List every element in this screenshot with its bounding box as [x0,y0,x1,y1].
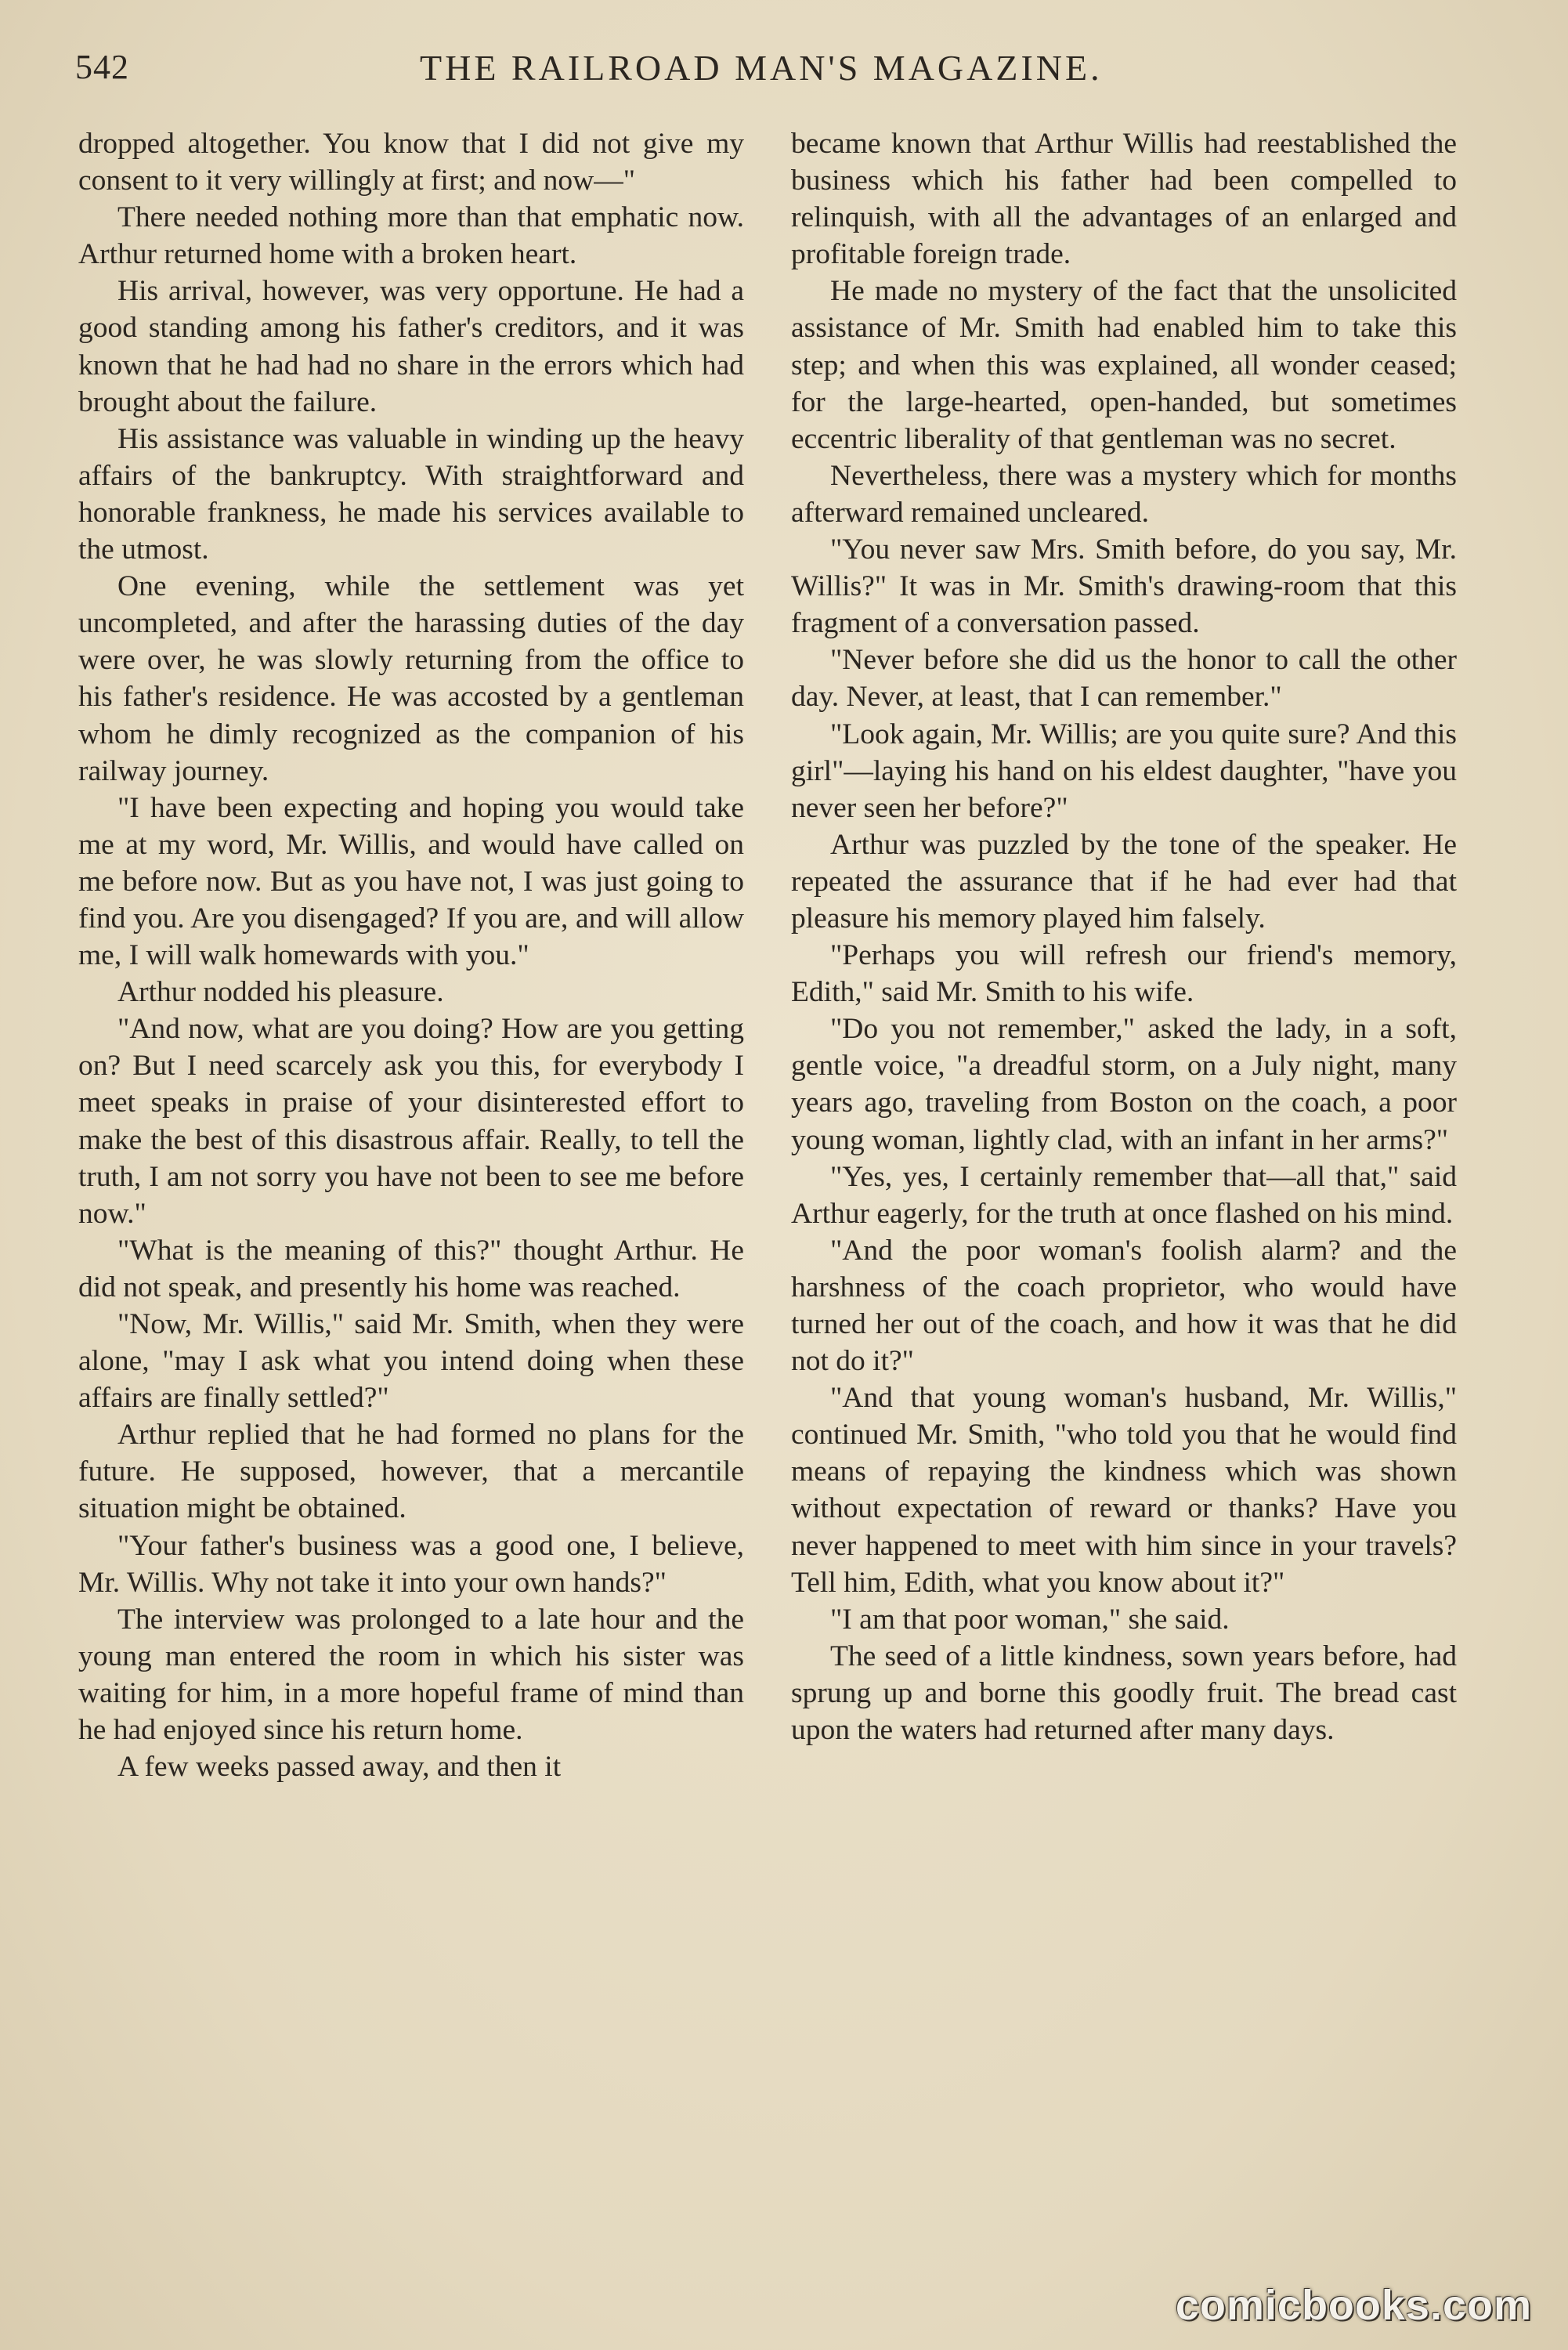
paragraph: "Do you not remember," asked the lady, in a soft, gentle voice, "a dreadful storm, on a July night, many years ago, traveling from Boston on the coach, a poor young woman, lightly clad, with an infant in her arms?" [791,1013,1457,1156]
paragraph: "Look again, Mr. Willis; are you quite sure? And this girl"—laying his hand on his eldest daughter, "have you never seen her before?" [791,718,1457,824]
paragraph: dropped altogether. You know that I did not give my consent to it very willingly at first; and now—" [78,128,744,197]
paragraph: The seed of a little kindness, sown years before, had sprung up and borne this goodly fruit. The bread cast upon the waters had returned after many days. [791,1640,1457,1747]
paragraph: "Your father's business was a good one, I believe, Mr. Willis. Why not take it into your own hands?" [78,1529,744,1599]
paragraph: "I am that poor woman," she said. [830,1603,1230,1636]
left-column [78,125,744,1785]
paragraph: "Never before she did us the honor to call the other day. Never, at least, that I can remember." [791,644,1457,714]
paragraph: Arthur nodded his pleasure. [117,976,444,1009]
paragraph: Nevertheless, there was a mystery which for months afterward remained uncleared. [791,459,1457,529]
running-title: THE RAILROAD MAN'S MAGAZINE. [420,48,1103,88]
paragraph: There needed nothing more than that emphatic now. Arthur returned home with a broken heart. [78,201,744,271]
paragraph: "You never saw Mrs. Smith before, do you say, Mr. Willis?" It was in Mr. Smith's drawing-room that this fragment of a conversation passed. [791,533,1457,640]
paragraph: One evening, while the settlement was yet uncompleted, and after the harassing duties of the day were over, he was slowly returning from the office to his father's residence. He was accosted by a gentleman whom he dimly recognized as the companion of his railway journey. [78,570,744,787]
paragraph: "Perhaps you will refresh our friend's memory, Edith," said Mr. Smith to his wife. [791,939,1457,1009]
paragraph: "Now, Mr. Willis," said Mr. Smith, when they were alone, "may I ask what you intend doing when these affairs are finally settled?" [78,1308,744,1415]
paragraph: became known that Arthur Willis had reestablished the business which his father had been compelled to relinquish, with all the advantages of an enlarged and profitable foreign trade. [791,128,1457,271]
paragraph: "What is the meaning of this?" thought Arthur. He did not speak, and presently his home was reached. [78,1234,744,1303]
paragraph: "And the poor woman's foolish alarm? and the harshness of the coach proprietor, who would have turned her out of the coach, and how it was that he did not do it?" [791,1234,1457,1378]
paragraph: Arthur was puzzled by the tone of the speaker. He repeated the assurance that if he had ever had that pleasure his memory played him falsely. [791,828,1457,935]
paragraph: "And that young woman's husband, Mr. Willis," continued Mr. Smith, "who told you that he would find means of repaying the kindness which was shown without expectation of reward or thanks? Have you never happened to meet with him since in your travels? Tell him, Edith, what you know about it?" [791,1382,1457,1599]
paragraph: His assistance was valuable in winding up the heavy affairs of the bankruptcy. With straightforward and honorable frankness, he made his services available to the utmost. [78,422,744,566]
right-column [791,125,1457,1748]
paragraph: A few weeks passed away, and then it [117,1751,562,1784]
watermark-logo: comicbooks.com [1175,2282,1532,2329]
paragraph: The interview was prolonged to a late hour and the young man entered the room in which his sister was waiting for him, in a more hopeful frame of mind than he had enjoyed since his return home. [78,1603,744,1747]
page-number: 542 [75,48,129,86]
paragraph: Arthur replied that he had formed no plans for the future. He supposed, however, that a mercantile situation might be obtained. [78,1419,744,1525]
paragraph: "Yes, yes, I certainly remember that—all that," said Arthur eagerly, for the truth at once flashed on his mind. [791,1160,1457,1230]
page-header [75,47,1469,94]
paragraph: "And now, what are you doing? How are you getting on? But I need scarcely ask you this, for everybody I meet speaks in praise of your disinterested effort to make the best of this disastrous affair. Really, to tell the truth, I am not sorry you have not been to see me before now." [78,1013,744,1230]
paragraph: He made no mystery of the fact that the unsolicited assistance of Mr. Smith had enabled him to take this step; and when this was explained, all wonder ceased; for the large-hearted, open-handed, but sometimes eccentric liberality of that gentleman was no secret. [791,275,1457,455]
paragraph: His arrival, however, was very opportune. He had a good standing among his father's creditors, and it was known that he had had no share in the errors which had brought about the failure. [78,275,744,418]
paragraph: "I have been expecting and hoping you would take me at my word, Mr. Willis, and would have called on me before now. But as you have not, I was just going to find you. Are you disengaged? If you are, and will allow me, I will walk homewards with you." [78,791,744,972]
